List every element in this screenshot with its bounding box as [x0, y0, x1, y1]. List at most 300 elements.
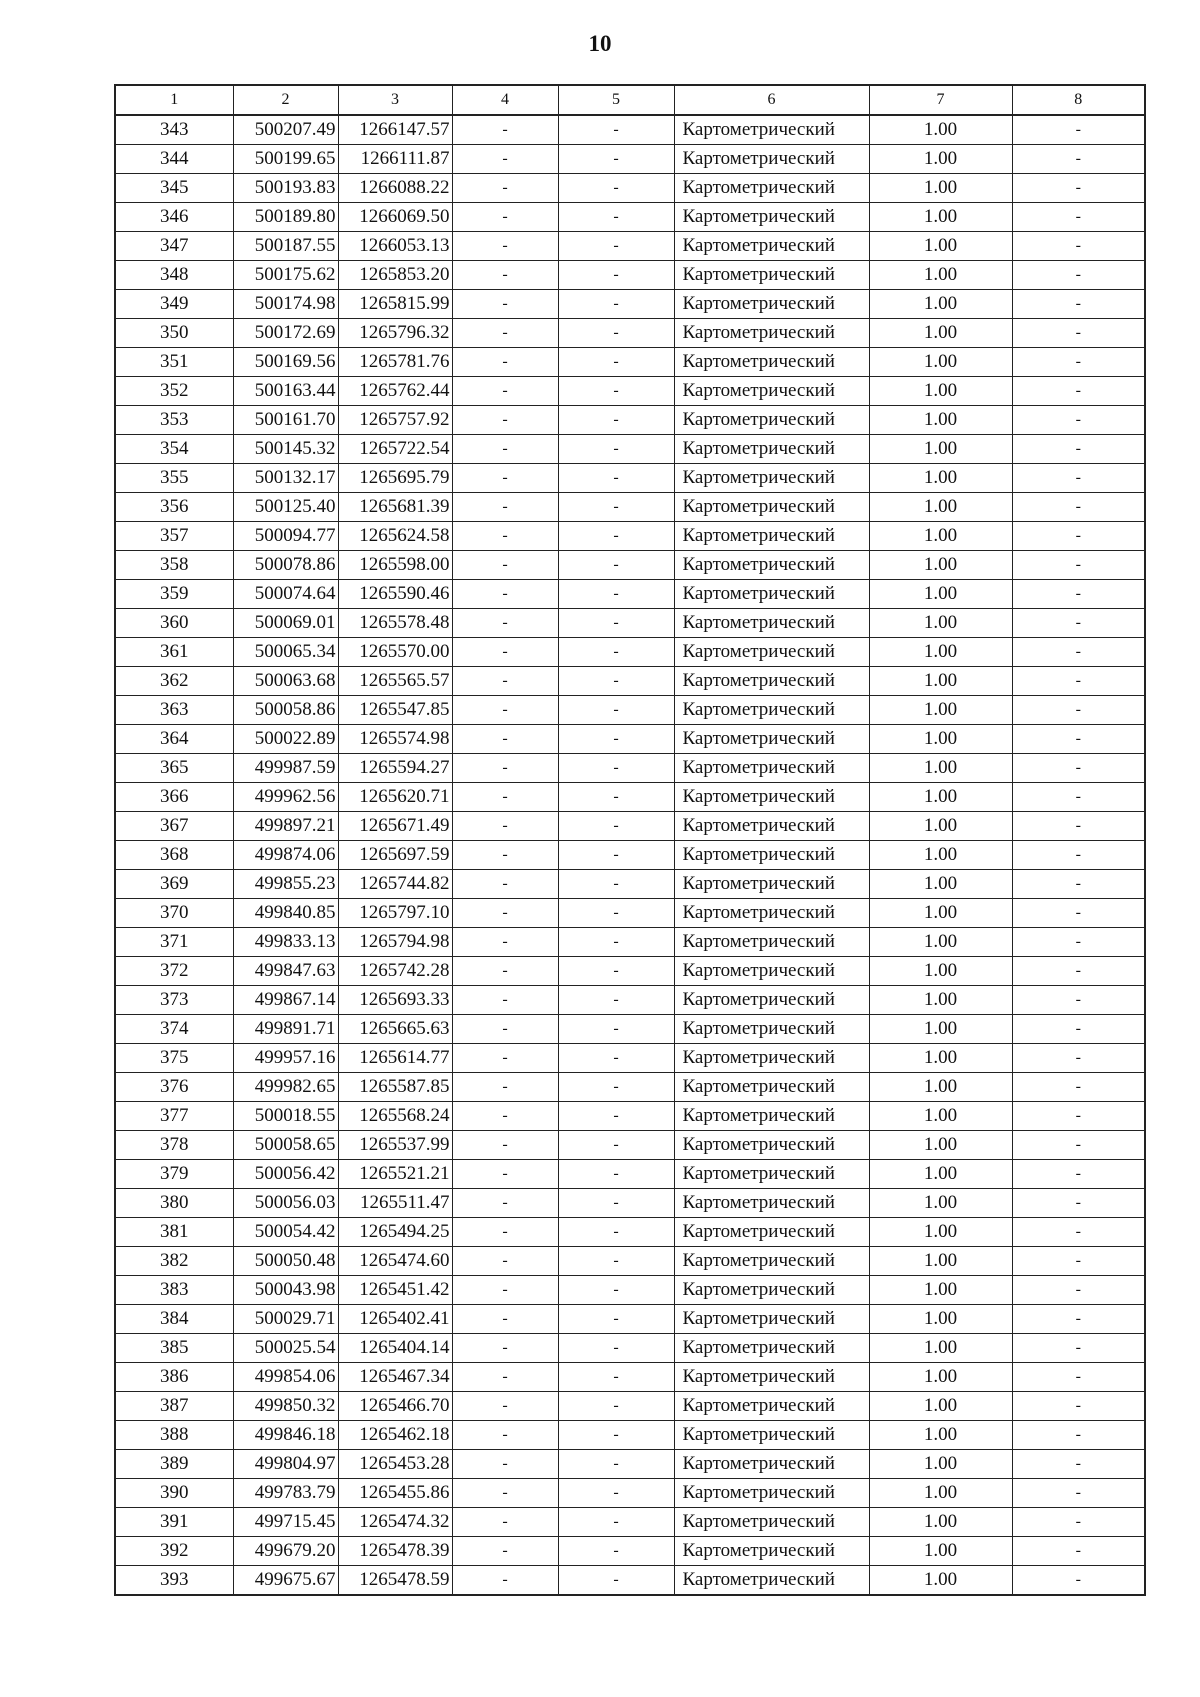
- method-cell: Картометрический: [674, 551, 869, 580]
- table-row: [115, 1566, 1145, 1596]
- table-header: [115, 85, 1145, 115]
- y-coordinate-cell: 1266069.50: [338, 203, 452, 232]
- x-coordinate-cell: 500161.70: [233, 406, 338, 435]
- x-coordinate-cell: 499679.20: [233, 1537, 338, 1566]
- method-cell: Картометрический: [674, 1247, 869, 1276]
- column-8-cell: -: [1012, 1334, 1145, 1363]
- accuracy-cell: 1.00: [869, 812, 1012, 841]
- column-8-cell: -: [1012, 1276, 1145, 1305]
- column-4-cell: -: [452, 348, 558, 377]
- accuracy-cell: 1.00: [869, 638, 1012, 667]
- column-5-cell: -: [558, 1508, 674, 1537]
- table-row: [115, 725, 1145, 754]
- column-8-cell: -: [1012, 1392, 1145, 1421]
- table-row: [115, 1508, 1145, 1537]
- x-coordinate-cell: 500050.48: [233, 1247, 338, 1276]
- y-coordinate-cell: 1265624.58: [338, 522, 452, 551]
- x-coordinate-cell: 500058.65: [233, 1131, 338, 1160]
- y-coordinate-cell: 1265614.77: [338, 1044, 452, 1073]
- column-4-cell: -: [452, 1363, 558, 1392]
- column-5-cell: -: [558, 1392, 674, 1421]
- x-coordinate-cell: 499840.85: [233, 899, 338, 928]
- x-coordinate-cell: 500189.80: [233, 203, 338, 232]
- column-8-cell: -: [1012, 522, 1145, 551]
- x-coordinate-cell: 500043.98: [233, 1276, 338, 1305]
- point-number-cell: 375: [115, 1044, 233, 1073]
- y-coordinate-cell: 1265620.71: [338, 783, 452, 812]
- table-row: [115, 841, 1145, 870]
- y-coordinate-cell: 1265451.42: [338, 1276, 452, 1305]
- column-5-cell: -: [558, 1479, 674, 1508]
- table-row: [115, 1102, 1145, 1131]
- accuracy-cell: 1.00: [869, 1073, 1012, 1102]
- column-header-6: 6: [674, 85, 869, 115]
- y-coordinate-cell: 1265453.28: [338, 1450, 452, 1479]
- point-number-cell: 370: [115, 899, 233, 928]
- column-8-cell: -: [1012, 957, 1145, 986]
- y-coordinate-cell: 1265681.39: [338, 493, 452, 522]
- column-8-cell: -: [1012, 435, 1145, 464]
- column-5-cell: -: [558, 319, 674, 348]
- column-5-cell: -: [558, 638, 674, 667]
- column-8-cell: -: [1012, 115, 1145, 145]
- method-cell: Картометрический: [674, 754, 869, 783]
- accuracy-cell: 1.00: [869, 1131, 1012, 1160]
- accuracy-cell: 1.00: [869, 928, 1012, 957]
- point-number-cell: 355: [115, 464, 233, 493]
- point-number-cell: 376: [115, 1073, 233, 1102]
- method-cell: Картометрический: [674, 928, 869, 957]
- column-4-cell: -: [452, 841, 558, 870]
- y-coordinate-cell: 1266147.57: [338, 115, 452, 145]
- column-4-cell: -: [452, 1131, 558, 1160]
- method-cell: Картометрический: [674, 1508, 869, 1537]
- column-8-cell: -: [1012, 1421, 1145, 1450]
- column-8-cell: -: [1012, 1566, 1145, 1596]
- point-number-cell: 392: [115, 1537, 233, 1566]
- y-coordinate-cell: 1265568.24: [338, 1102, 452, 1131]
- column-5-cell: -: [558, 899, 674, 928]
- y-coordinate-cell: 1265570.00: [338, 638, 452, 667]
- column-4-cell: -: [452, 812, 558, 841]
- column-header-4: 4: [452, 85, 558, 115]
- method-cell: Картометрический: [674, 1305, 869, 1334]
- point-number-cell: 367: [115, 812, 233, 841]
- method-cell: Картометрический: [674, 1218, 869, 1247]
- column-5-cell: -: [558, 1305, 674, 1334]
- column-4-cell: -: [452, 1073, 558, 1102]
- point-number-cell: 380: [115, 1189, 233, 1218]
- column-4-cell: -: [452, 377, 558, 406]
- x-coordinate-cell: 499783.79: [233, 1479, 338, 1508]
- x-coordinate-cell: 500172.69: [233, 319, 338, 348]
- column-5-cell: -: [558, 203, 674, 232]
- x-coordinate-cell: 500054.42: [233, 1218, 338, 1247]
- accuracy-cell: 1.00: [869, 1537, 1012, 1566]
- point-number-cell: 361: [115, 638, 233, 667]
- point-number-cell: 371: [115, 928, 233, 957]
- column-4-cell: -: [452, 1566, 558, 1596]
- x-coordinate-cell: 500094.77: [233, 522, 338, 551]
- x-coordinate-cell: 499982.65: [233, 1073, 338, 1102]
- method-cell: Картометрический: [674, 174, 869, 203]
- y-coordinate-cell: 1265521.21: [338, 1160, 452, 1189]
- column-8-cell: -: [1012, 1218, 1145, 1247]
- table-row: [115, 522, 1145, 551]
- method-cell: Картометрический: [674, 1015, 869, 1044]
- column-4-cell: -: [452, 580, 558, 609]
- point-number-cell: 389: [115, 1450, 233, 1479]
- point-number-cell: 390: [115, 1479, 233, 1508]
- table-row: [115, 1276, 1145, 1305]
- column-4-cell: -: [452, 725, 558, 754]
- column-5-cell: -: [558, 1363, 674, 1392]
- column-4-cell: -: [452, 1305, 558, 1334]
- x-coordinate-cell: 500078.86: [233, 551, 338, 580]
- y-coordinate-cell: 1265478.39: [338, 1537, 452, 1566]
- column-4-cell: -: [452, 783, 558, 812]
- column-5-cell: -: [558, 377, 674, 406]
- method-cell: Картометрический: [674, 783, 869, 812]
- x-coordinate-cell: 500207.49: [233, 115, 338, 145]
- x-coordinate-cell: 500199.65: [233, 145, 338, 174]
- column-4-cell: -: [452, 1276, 558, 1305]
- point-number-cell: 393: [115, 1566, 233, 1596]
- accuracy-cell: 1.00: [869, 986, 1012, 1015]
- y-coordinate-cell: 1265695.79: [338, 464, 452, 493]
- x-coordinate-cell: 500029.71: [233, 1305, 338, 1334]
- column-8-cell: -: [1012, 1508, 1145, 1537]
- table-row: [115, 377, 1145, 406]
- x-coordinate-cell: 500125.40: [233, 493, 338, 522]
- x-coordinate-cell: 500063.68: [233, 667, 338, 696]
- method-cell: Картометрический: [674, 1073, 869, 1102]
- column-4-cell: -: [452, 435, 558, 464]
- x-coordinate-cell: 500145.32: [233, 435, 338, 464]
- column-4-cell: -: [452, 145, 558, 174]
- column-5-cell: -: [558, 464, 674, 493]
- column-5-cell: -: [558, 406, 674, 435]
- method-cell: Картометрический: [674, 493, 869, 522]
- table-row: [115, 115, 1145, 145]
- y-coordinate-cell: 1265815.99: [338, 290, 452, 319]
- method-cell: Картометрический: [674, 899, 869, 928]
- column-4-cell: -: [452, 986, 558, 1015]
- accuracy-cell: 1.00: [869, 232, 1012, 261]
- point-number-cell: 345: [115, 174, 233, 203]
- point-number-cell: 358: [115, 551, 233, 580]
- accuracy-cell: 1.00: [869, 1015, 1012, 1044]
- column-5-cell: -: [558, 115, 674, 145]
- y-coordinate-cell: 1265590.46: [338, 580, 452, 609]
- point-number-cell: 373: [115, 986, 233, 1015]
- y-coordinate-cell: 1265402.41: [338, 1305, 452, 1334]
- column-8-cell: -: [1012, 145, 1145, 174]
- method-cell: Картометрический: [674, 1102, 869, 1131]
- column-4-cell: -: [452, 1450, 558, 1479]
- method-cell: Картометрический: [674, 1392, 869, 1421]
- y-coordinate-cell: 1265693.33: [338, 986, 452, 1015]
- x-coordinate-cell: 499675.67: [233, 1566, 338, 1596]
- y-coordinate-cell: 1265565.57: [338, 667, 452, 696]
- y-coordinate-cell: 1265474.60: [338, 1247, 452, 1276]
- x-coordinate-cell: 500074.64: [233, 580, 338, 609]
- table-row: [115, 638, 1145, 667]
- method-cell: Картометрический: [674, 1363, 869, 1392]
- column-5-cell: -: [558, 1131, 674, 1160]
- table-row: [115, 1363, 1145, 1392]
- point-number-cell: 391: [115, 1508, 233, 1537]
- method-cell: Картометрический: [674, 319, 869, 348]
- accuracy-cell: 1.00: [869, 1392, 1012, 1421]
- x-coordinate-cell: 500163.44: [233, 377, 338, 406]
- point-number-cell: 359: [115, 580, 233, 609]
- y-coordinate-cell: 1265511.47: [338, 1189, 452, 1218]
- y-coordinate-cell: 1265762.44: [338, 377, 452, 406]
- column-4-cell: -: [452, 493, 558, 522]
- column-4-cell: -: [452, 1044, 558, 1073]
- point-number-cell: 377: [115, 1102, 233, 1131]
- column-8-cell: -: [1012, 783, 1145, 812]
- column-4-cell: -: [452, 1334, 558, 1363]
- x-coordinate-cell: 500193.83: [233, 174, 338, 203]
- accuracy-cell: 1.00: [869, 725, 1012, 754]
- column-5-cell: -: [558, 1334, 674, 1363]
- accuracy-cell: 1.00: [869, 609, 1012, 638]
- column-8-cell: -: [1012, 580, 1145, 609]
- column-5-cell: -: [558, 841, 674, 870]
- y-coordinate-cell: 1265671.49: [338, 812, 452, 841]
- point-number-cell: 387: [115, 1392, 233, 1421]
- accuracy-cell: 1.00: [869, 1363, 1012, 1392]
- column-4-cell: -: [452, 406, 558, 435]
- y-coordinate-cell: 1265578.48: [338, 609, 452, 638]
- method-cell: Картометрический: [674, 435, 869, 464]
- y-coordinate-cell: 1265462.18: [338, 1421, 452, 1450]
- column-5-cell: -: [558, 1276, 674, 1305]
- column-4-cell: -: [452, 522, 558, 551]
- point-number-cell: 388: [115, 1421, 233, 1450]
- column-4-cell: -: [452, 1508, 558, 1537]
- x-coordinate-cell: 499867.14: [233, 986, 338, 1015]
- y-coordinate-cell: 1266053.13: [338, 232, 452, 261]
- column-5-cell: -: [558, 1450, 674, 1479]
- x-coordinate-cell: 500187.55: [233, 232, 338, 261]
- point-number-cell: 350: [115, 319, 233, 348]
- x-coordinate-cell: 500022.89: [233, 725, 338, 754]
- point-number-cell: 381: [115, 1218, 233, 1247]
- column-4-cell: -: [452, 870, 558, 899]
- column-8-cell: -: [1012, 1131, 1145, 1160]
- x-coordinate-cell: 499854.06: [233, 1363, 338, 1392]
- method-cell: Картометрический: [674, 1450, 869, 1479]
- column-8-cell: -: [1012, 812, 1145, 841]
- column-4-cell: -: [452, 1537, 558, 1566]
- table-row: [115, 1450, 1145, 1479]
- table-row: [115, 203, 1145, 232]
- y-coordinate-cell: 1265587.85: [338, 1073, 452, 1102]
- table-row: [115, 145, 1145, 174]
- y-coordinate-cell: 1265744.82: [338, 870, 452, 899]
- accuracy-cell: 1.00: [869, 551, 1012, 580]
- column-5-cell: -: [558, 348, 674, 377]
- x-coordinate-cell: 500065.34: [233, 638, 338, 667]
- column-5-cell: -: [558, 1566, 674, 1596]
- column-4-cell: -: [452, 1015, 558, 1044]
- method-cell: Картометрический: [674, 464, 869, 493]
- y-coordinate-cell: 1265665.63: [338, 1015, 452, 1044]
- column-header-2: 2: [233, 85, 338, 115]
- column-8-cell: -: [1012, 348, 1145, 377]
- column-header-7: 7: [869, 85, 1012, 115]
- accuracy-cell: 1.00: [869, 1508, 1012, 1537]
- point-number-cell: 386: [115, 1363, 233, 1392]
- point-number-cell: 354: [115, 435, 233, 464]
- column-5-cell: -: [558, 754, 674, 783]
- column-4-cell: -: [452, 232, 558, 261]
- column-8-cell: -: [1012, 1044, 1145, 1073]
- accuracy-cell: 1.00: [869, 115, 1012, 145]
- method-cell: Картометрический: [674, 1160, 869, 1189]
- table-row: [115, 1479, 1145, 1508]
- column-4-cell: -: [452, 261, 558, 290]
- method-cell: Картометрический: [674, 812, 869, 841]
- point-number-cell: 357: [115, 522, 233, 551]
- column-5-cell: -: [558, 551, 674, 580]
- x-coordinate-cell: 500174.98: [233, 290, 338, 319]
- column-4-cell: -: [452, 319, 558, 348]
- y-coordinate-cell: 1265757.92: [338, 406, 452, 435]
- table-row: [115, 464, 1145, 493]
- column-header-5: 5: [558, 85, 674, 115]
- column-8-cell: -: [1012, 696, 1145, 725]
- method-cell: Картометрический: [674, 1276, 869, 1305]
- table-row: [115, 232, 1145, 261]
- column-5-cell: -: [558, 696, 674, 725]
- table-row: [115, 1218, 1145, 1247]
- point-number-cell: 363: [115, 696, 233, 725]
- column-5-cell: -: [558, 928, 674, 957]
- x-coordinate-cell: 500169.56: [233, 348, 338, 377]
- column-5-cell: -: [558, 870, 674, 899]
- point-number-cell: 348: [115, 261, 233, 290]
- y-coordinate-cell: 1265697.59: [338, 841, 452, 870]
- column-8-cell: -: [1012, 290, 1145, 319]
- y-coordinate-cell: 1265455.86: [338, 1479, 452, 1508]
- column-8-cell: -: [1012, 1363, 1145, 1392]
- method-cell: Картометрический: [674, 841, 869, 870]
- point-number-cell: 365: [115, 754, 233, 783]
- column-4-cell: -: [452, 1160, 558, 1189]
- method-cell: Картометрический: [674, 261, 869, 290]
- column-8-cell: -: [1012, 1450, 1145, 1479]
- table-row: [115, 1305, 1145, 1334]
- table-row: [115, 319, 1145, 348]
- method-cell: Картометрический: [674, 1537, 869, 1566]
- method-cell: Картометрический: [674, 1479, 869, 1508]
- column-4-cell: -: [452, 899, 558, 928]
- x-coordinate-cell: 499804.97: [233, 1450, 338, 1479]
- x-coordinate-cell: 499897.21: [233, 812, 338, 841]
- table-row: [115, 1537, 1145, 1566]
- y-coordinate-cell: 1265853.20: [338, 261, 452, 290]
- accuracy-cell: 1.00: [869, 1305, 1012, 1334]
- column-8-cell: -: [1012, 841, 1145, 870]
- column-4-cell: -: [452, 957, 558, 986]
- column-8-cell: -: [1012, 1102, 1145, 1131]
- method-cell: Картометрический: [674, 1044, 869, 1073]
- y-coordinate-cell: 1265404.14: [338, 1334, 452, 1363]
- column-8-cell: -: [1012, 1073, 1145, 1102]
- point-number-cell: 382: [115, 1247, 233, 1276]
- x-coordinate-cell: 499957.16: [233, 1044, 338, 1073]
- column-8-cell: -: [1012, 174, 1145, 203]
- accuracy-cell: 1.00: [869, 348, 1012, 377]
- point-number-cell: 343: [115, 115, 233, 145]
- column-4-cell: -: [452, 203, 558, 232]
- column-5-cell: -: [558, 725, 674, 754]
- column-8-cell: -: [1012, 899, 1145, 928]
- column-5-cell: -: [558, 1537, 674, 1566]
- column-8-cell: -: [1012, 464, 1145, 493]
- x-coordinate-cell: 500132.17: [233, 464, 338, 493]
- column-8-cell: -: [1012, 609, 1145, 638]
- table-row: [115, 1392, 1145, 1421]
- method-cell: Картометрический: [674, 1189, 869, 1218]
- column-4-cell: -: [452, 1218, 558, 1247]
- point-number-cell: 349: [115, 290, 233, 319]
- method-cell: Картометрический: [674, 1421, 869, 1450]
- table-row: [115, 609, 1145, 638]
- x-coordinate-cell: 499847.63: [233, 957, 338, 986]
- accuracy-cell: 1.00: [869, 464, 1012, 493]
- y-coordinate-cell: 1266088.22: [338, 174, 452, 203]
- y-coordinate-cell: 1266111.87: [338, 145, 452, 174]
- x-coordinate-cell: 500025.54: [233, 1334, 338, 1363]
- accuracy-cell: 1.00: [869, 1479, 1012, 1508]
- x-coordinate-cell: 500056.42: [233, 1160, 338, 1189]
- method-cell: Картометрический: [674, 203, 869, 232]
- point-number-cell: 378: [115, 1131, 233, 1160]
- column-5-cell: -: [558, 1218, 674, 1247]
- method-cell: Картометрический: [674, 1334, 869, 1363]
- table-row: [115, 551, 1145, 580]
- accuracy-cell: 1.00: [869, 667, 1012, 696]
- y-coordinate-cell: 1265594.27: [338, 754, 452, 783]
- accuracy-cell: 1.00: [869, 899, 1012, 928]
- accuracy-cell: 1.00: [869, 435, 1012, 464]
- column-5-cell: -: [558, 1421, 674, 1450]
- method-cell: Картометрический: [674, 290, 869, 319]
- method-cell: Картометрический: [674, 232, 869, 261]
- x-coordinate-cell: 500056.03: [233, 1189, 338, 1218]
- table-row: [115, 899, 1145, 928]
- coordinates-table: [114, 84, 1146, 1596]
- x-coordinate-cell: 499850.32: [233, 1392, 338, 1421]
- method-cell: Картометрический: [674, 696, 869, 725]
- y-coordinate-cell: 1265722.54: [338, 435, 452, 464]
- column-4-cell: -: [452, 1102, 558, 1131]
- column-8-cell: -: [1012, 551, 1145, 580]
- column-5-cell: -: [558, 232, 674, 261]
- method-cell: Картометрический: [674, 609, 869, 638]
- column-8-cell: -: [1012, 377, 1145, 406]
- column-4-cell: -: [452, 464, 558, 493]
- accuracy-cell: 1.00: [869, 1566, 1012, 1596]
- x-coordinate-cell: 499962.56: [233, 783, 338, 812]
- column-4-cell: -: [452, 928, 558, 957]
- table-row: [115, 928, 1145, 957]
